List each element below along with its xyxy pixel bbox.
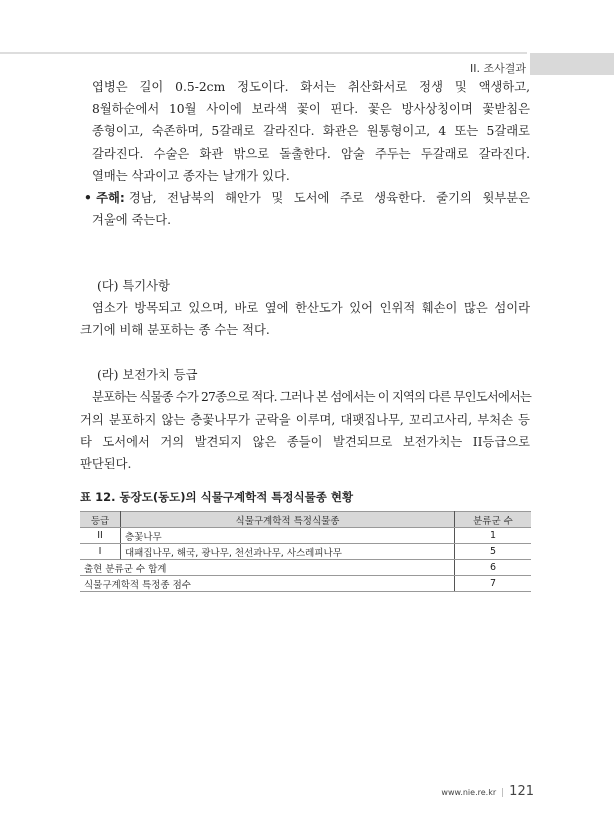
bullet-label: 주해: — [96, 191, 125, 205]
table-row: I 대패집나무, 해국, 광나무, 천선과나무, 사스레피나무 5 — [80, 544, 531, 560]
paragraph-conservation: 분포하는 식물종 수가 27종으로 적다. 그러나 본 섬에서는 이 지역의 다른 무인도서에서는 — [92, 390, 532, 404]
table-title: 표 12. 동장도(동도)의 식물구계학적 특정식물종 현황 — [80, 490, 354, 504]
page-number: 121 — [509, 784, 534, 799]
section-title: II. 조사결과 — [470, 62, 526, 75]
page-footer — [441, 780, 534, 799]
footer-separator: | — [501, 788, 505, 798]
footer-url[interactable]: www.nie.re.kr — [441, 788, 497, 797]
table-summary-row: 식물구계학적 특정종 점수 7 — [80, 576, 531, 592]
header-rule — [0, 52, 527, 54]
table-header-row: 등급 식물구계학적 특정식물종 분류군 수 — [80, 512, 531, 528]
heading-conservation-grade: (라) 보전가치 등급 — [97, 368, 198, 382]
document-page: II. 조사결과 엽병은 길이 0.5-2cm 정도이다. 화서는 취산화서로 정생 및 액생하고, 8월하순에서 10월 사이에 보라색 꽃이 핀다. 꽃은 방사상칭이며 꽃받침은 종형이고, 숙존하며, 5갈래로 갈라진다. 화관은 원통형이고, 4 또는 5갈래로 갈라진다. 수술은 화관 밖으로 돌출한다. 암술 주두는 두갈래로 갈라진다. 열매는 삭과이고 종자는 날개가 있다. • 주해: 경남, 전남북의 해안가 및 도서에 주로 생육한다. 줄기의 윗부분은 겨울에 죽는다. (다) 특기사항 염소가 방목되고 있으며, 바로 옆에 한산도가 있어 인위적 훼손이 많은 섬이라 크기에 비해 분포하는 종 수는 적다. (라) 보전가치 등급 분포하는 식물종 수가 27종으로 적다. 그러나 본 섬에서는 이 지역의 다른 무인도서에서는 거의 분포하지 않는 층꽃나무가 군락을 이루며, 대팻집나무, 꼬리고사리, 부처손 등 타 도서에서 거의 발견되지 않은 종들이 발견되므로 보전가치는 II등급으로 판단된다. 표 12. 동장도(동도)의 식물구계학적 특정식물종 현황 등급 식물구계학적 특정식물종 분류군 수 II 층꽃나무 1 I 대패집나무, 해국, 광나무, 천선과나무, 사스레피나무 5 출현 분류군 수 합계 6 식물구계학적 특정종 점수 7 www.nie.re.kr | 121 — [0, 0, 614, 840]
paragraph-special-notes: 염소가 방목되고 있으며, 바로 옆에 한산도가 있어 인위적 훼손이 많은 섬이라 — [92, 301, 530, 315]
table-summary-row: 출현 분류군 수 합계 6 — [80, 560, 531, 576]
species-table — [80, 511, 531, 592]
heading-special-notes: (다) 특기사항 — [97, 279, 170, 293]
table-row: II 층꽃나무 1 — [80, 528, 531, 544]
header-tab — [530, 53, 614, 75]
